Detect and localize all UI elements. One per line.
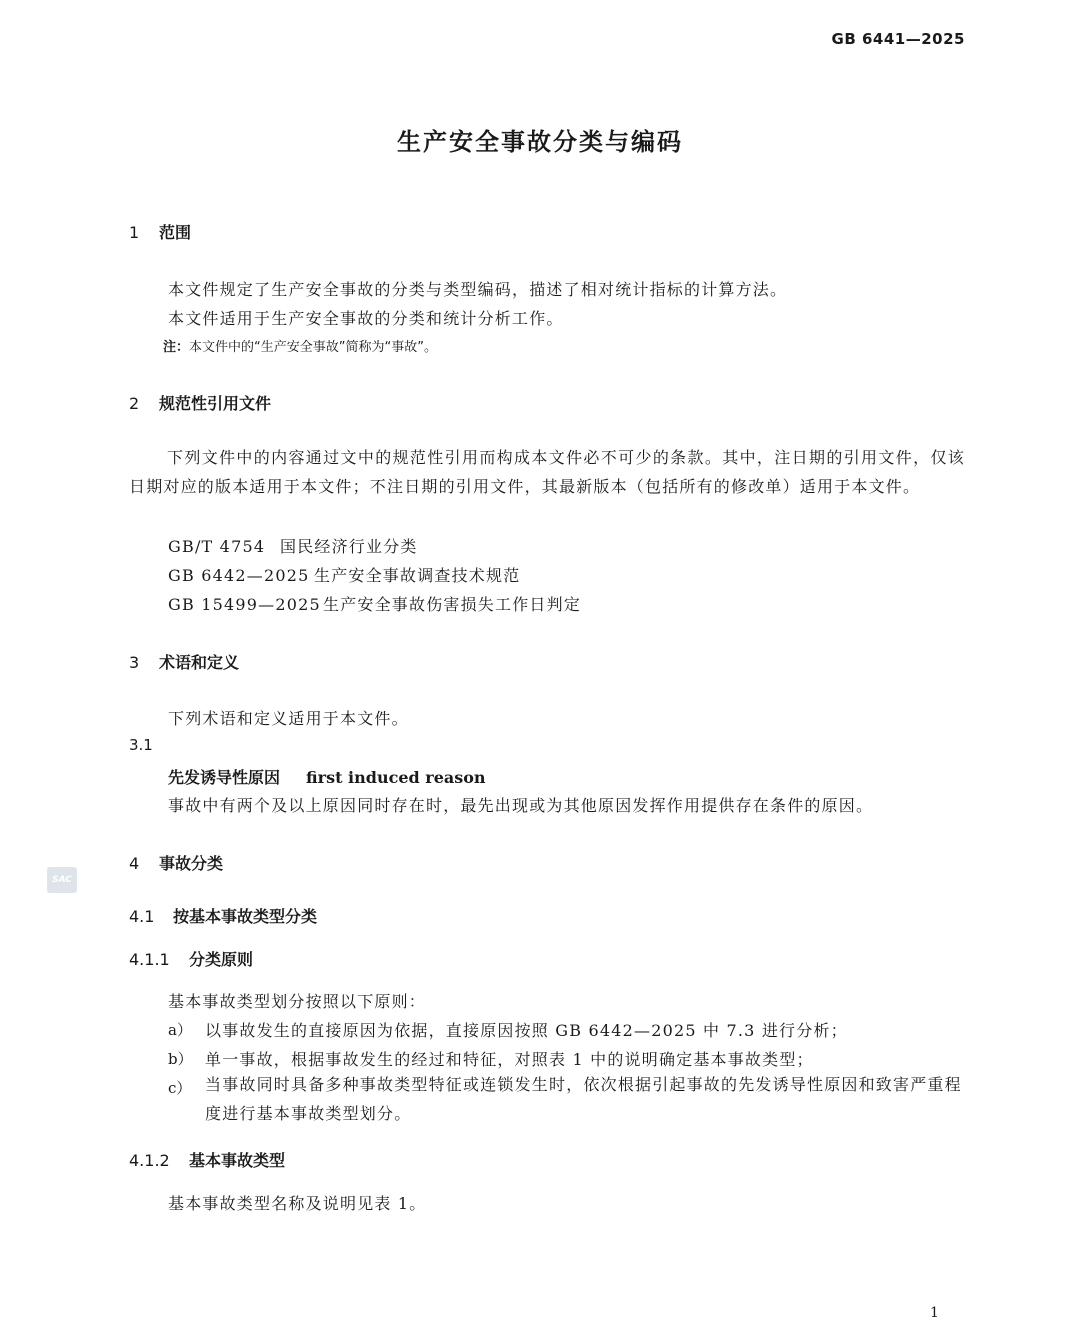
reference-item — [168, 592, 581, 615]
subsection-title: 基本事故类型 — [189, 1151, 286, 1170]
reference-code: GB 6442—2025 — [168, 566, 310, 585]
reference-item — [168, 534, 418, 557]
paragraph: 本文件适用于生产安全事故的分类和统计分析工作。 — [168, 309, 564, 328]
paragraph: 基本事故类型划分按照以下原则： — [168, 992, 427, 1011]
paragraph: 基本事故类型名称及说明见表 1。 — [168, 1194, 427, 1213]
term-number: 3.1 — [129, 736, 153, 754]
reference-item — [168, 563, 520, 586]
note — [163, 336, 437, 355]
term-chinese: 先发诱导性原因 — [168, 768, 281, 787]
note-text: 本文件中的“生产安全事故”简称为“事故”。 — [189, 340, 437, 355]
section-title: 范围 — [159, 223, 192, 242]
subsection-number: 4.1.2 — [129, 1151, 170, 1170]
section-number: 1 — [129, 223, 140, 242]
paragraph: 下列术语和定义适用于本文件。 — [168, 709, 409, 728]
reference-name: 国民经济行业分类 — [280, 537, 418, 556]
subsection-4-1-1-heading — [129, 947, 253, 970]
list-marker: a） — [168, 1021, 192, 1039]
section-1-heading — [129, 220, 191, 243]
standard-code: GB 6441—2025 — [831, 30, 965, 48]
subsection-number: 4.1 — [129, 907, 155, 926]
section-3-heading — [129, 650, 239, 673]
list-item: 以事故发生的直接原因为依据，直接原因按照 GB 6442—2025 中 7.3 进行分析； — [205, 1021, 848, 1040]
subsection-title: 按基本事故类型分类 — [173, 907, 318, 926]
paragraph: 下列文件中的内容通过文中的规范性引用而构成本文件必不可少的条款。其中，注日期的引用文件，仅该日期对应的版本适用于本文件；不注日期的引用文件，其最新版本（包括所有的修改单）适用于本文件。 — [129, 448, 965, 496]
subsection-4-1-heading — [129, 904, 317, 927]
document-title: 生产安全事故分类与编码 — [397, 128, 683, 156]
list-marker: b） — [168, 1050, 193, 1068]
section-2-heading — [129, 391, 271, 414]
section-4-heading — [129, 851, 223, 874]
page-number: 1 — [930, 1305, 939, 1321]
reference-name: 生产安全事故伤害损失工作日判定 — [323, 595, 582, 614]
reference-code: GB 15499—2025 — [168, 595, 321, 614]
list-item: 单一事故，根据事故发生的经过和特征，对照表 1 中的说明确定基本事故类型； — [205, 1050, 814, 1069]
subsection-number: 4.1.1 — [129, 950, 170, 969]
reference-code: GB/T 4754 — [168, 537, 266, 556]
section-number: 3 — [129, 653, 140, 672]
section-title: 规范性引用文件 — [159, 394, 272, 413]
term-english: first induced reason — [306, 768, 486, 787]
subsection-title: 分类原则 — [189, 950, 254, 969]
section-title: 事故分类 — [159, 854, 224, 873]
reference-name: 生产安全事故调查技术规范 — [314, 566, 521, 585]
subsection-4-1-2-heading — [129, 1148, 285, 1171]
section-title: 术语和定义 — [159, 653, 240, 672]
note-label: 注： — [163, 340, 190, 355]
section-number: 4 — [129, 854, 140, 873]
list-item: 当事故同时具备多种事故类型特征或连锁发生时，依次根据引起事故的先发诱导性原因和致害严重程度进行基本事故类型划分。 — [205, 1075, 962, 1123]
list-marker: c） — [168, 1079, 192, 1097]
paragraph: 本文件规定了生产安全事故的分类与类型编码，描述了相对统计指标的计算方法。 — [168, 280, 788, 299]
sac-logo: SAC — [47, 867, 77, 893]
term-definition: 事故中有两个及以上原因同时存在时，最先出现或为其他原因发挥作用提供存在条件的原因。 — [168, 796, 874, 815]
section-number: 2 — [129, 394, 140, 413]
term-heading — [168, 765, 486, 788]
